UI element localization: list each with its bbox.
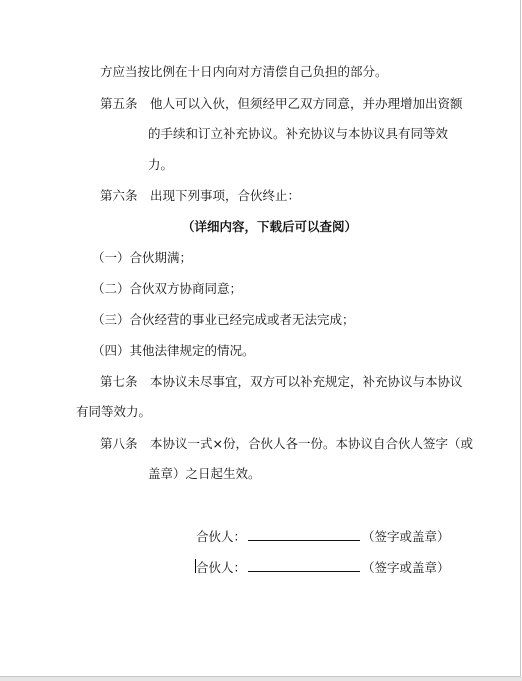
article-6-line: 第六条 出现下列事项，合伙终止： (100, 188, 301, 203)
list-item: （三）合伙经营的事业已经完成或者无法完成； (92, 312, 355, 327)
article-5-line: 第五条 他人可以入伙，但须经甲乙双方同意，并办理增加出资额 (100, 96, 463, 111)
article-5-continuation: 的手续和订立补充协议。补充协议与本协议具有同等效 (148, 126, 449, 141)
article-8-continuation: 盖章）之日起生效。 (148, 466, 261, 481)
article-5-continuation: 力。 (148, 157, 174, 172)
page-bottom-margin (0, 677, 522, 681)
signature-blank[interactable] (248, 528, 360, 541)
signature-note: （签字或盖章） (362, 560, 450, 575)
article-7-line: 第七条 本协议未尽事宜，双方可以补充规定，补充协议与本协议 (100, 374, 463, 389)
signature-blank[interactable] (248, 559, 360, 572)
article-8-line: 第八条 本协议一式×份，合伙人各一份。本协议自合伙人签字（或 (100, 436, 473, 451)
paragraph-line: 方应当按比例在十日内向对方清偿自己负担的部分。 (100, 64, 388, 79)
list-item: （四）其他法律规定的情况。 (92, 343, 255, 358)
signature-label: 合伙人： (196, 560, 247, 575)
signature-row (196, 559, 450, 576)
signature-label: 合伙人： (196, 529, 247, 544)
article-7-continuation: 有同等效力。 (76, 404, 152, 419)
signature-note: （签字或盖章） (362, 529, 450, 544)
signature-row (196, 528, 450, 545)
list-item: （一）合伙期满； (92, 250, 193, 265)
download-notice: （详细内容，下载后可以查阅） (182, 219, 358, 234)
list-item: （二）合伙双方协商同意； (92, 281, 243, 296)
